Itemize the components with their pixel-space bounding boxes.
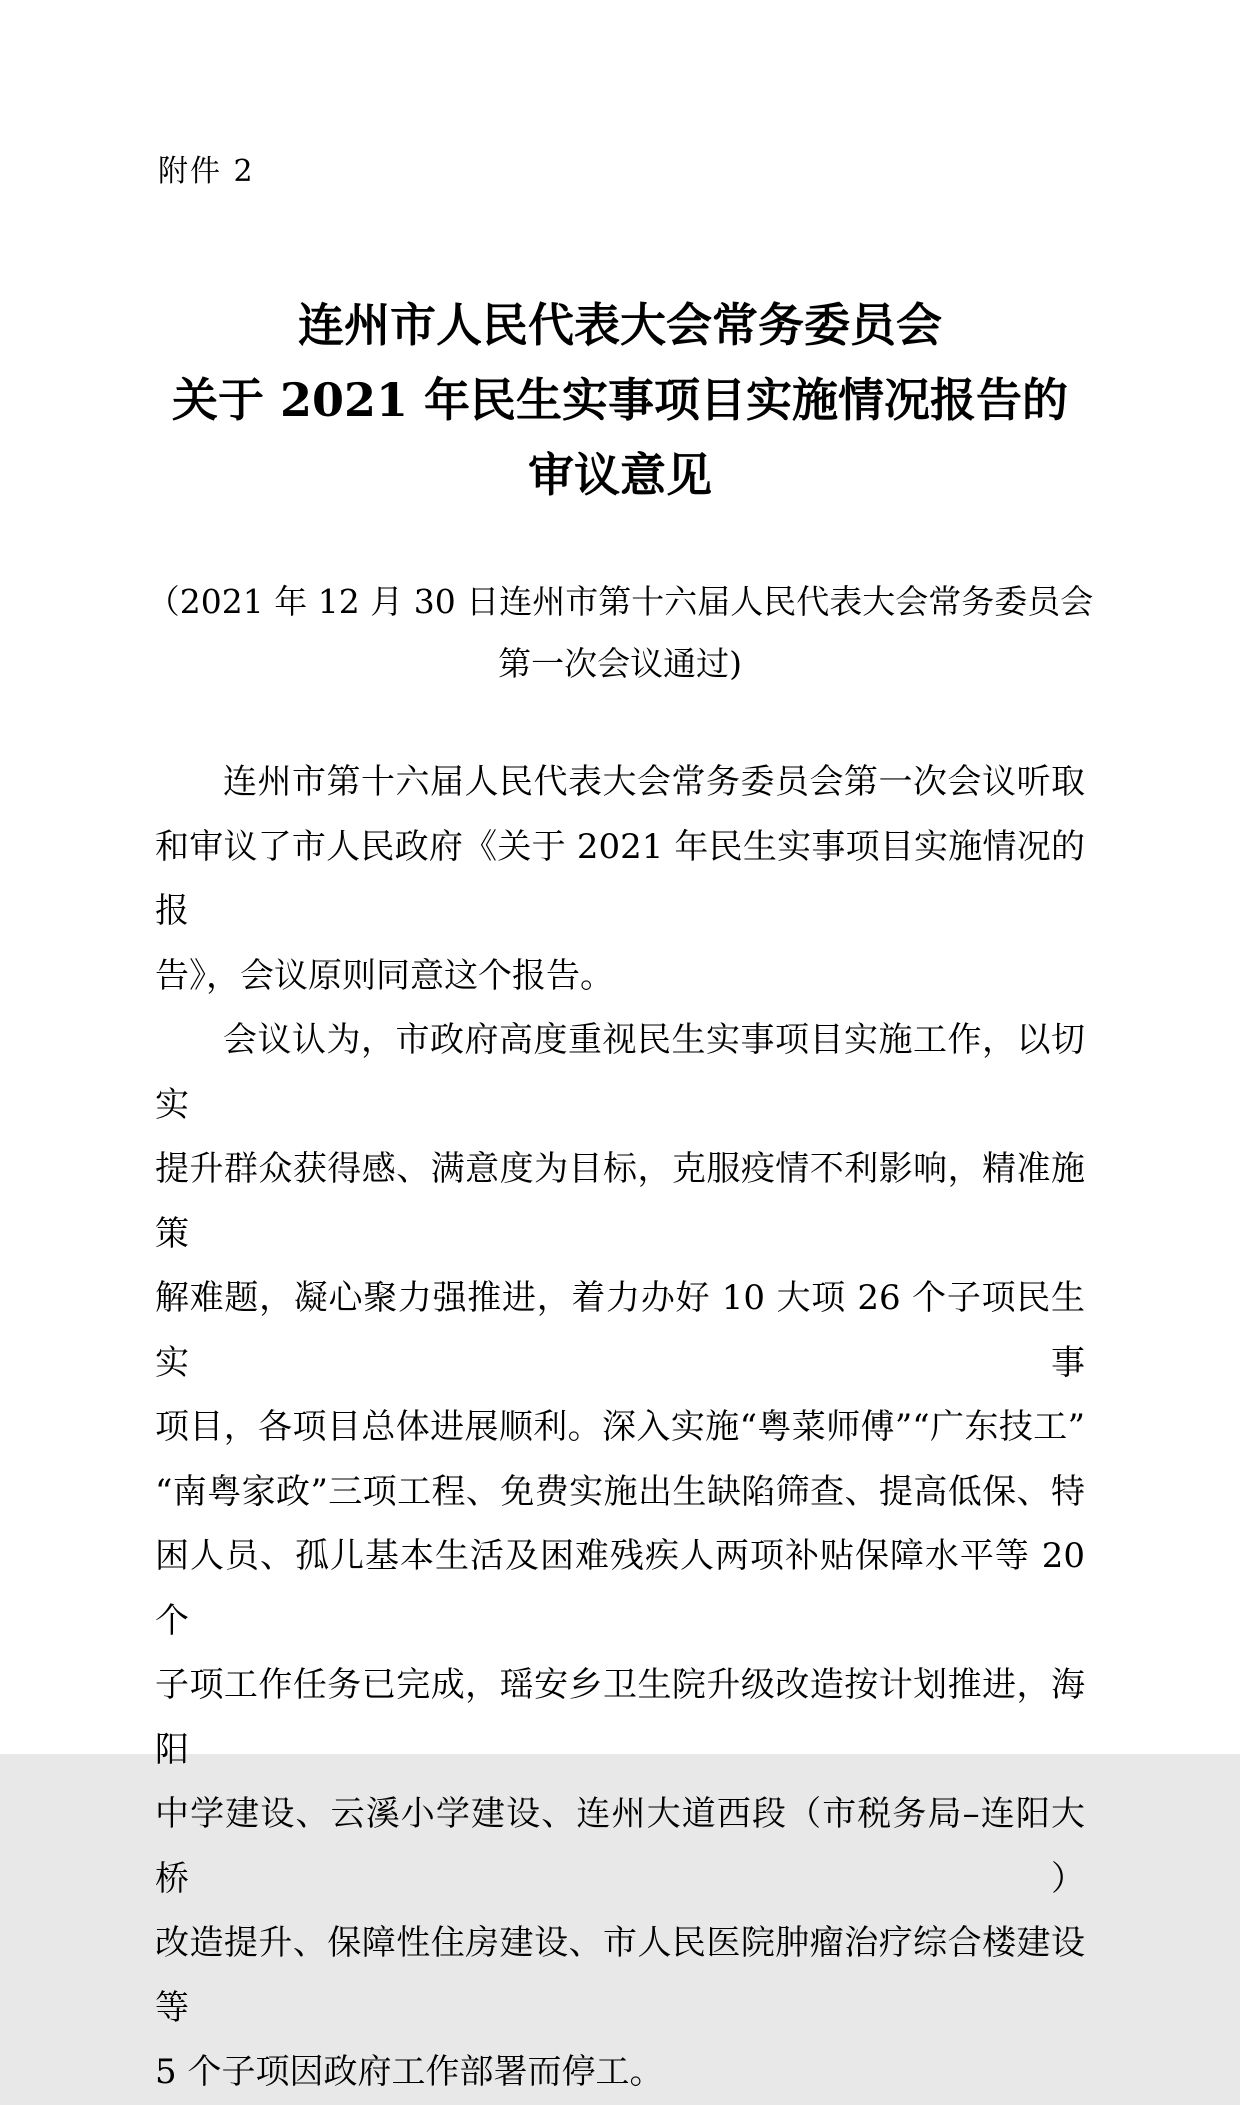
- title-line: 关于 2021 年民生实事项目实施情况报告的: [171, 373, 1069, 427]
- body-line: 和审议了市人民政府《关于 2021 年民生实事项目实施情况的报: [155, 826, 1085, 931]
- body-line: 子项工作任务已完成，瑶安乡卫生院升级改造按计划推进，海阳: [155, 1665, 1085, 1770]
- body-line: 提升群众获得感、满意度为目标，克服疫情不利影响，精准施策: [155, 1149, 1085, 1254]
- document-body: [155, 750, 1085, 2105]
- document-subtitle: [0, 571, 1240, 695]
- document-title: [0, 288, 1240, 513]
- title-line: 审议意见: [528, 448, 712, 502]
- title-line: 连州市人民代表大会常务委员会: [298, 298, 942, 352]
- attachment-label: 附件 2: [158, 154, 255, 189]
- body-line: 告》，会议原则同意这个报告。: [155, 955, 614, 996]
- subtitle-line: 第一次会议通过): [498, 644, 742, 683]
- body-line: 连州市第十六届人民代表大会常务委员会第一次会议听取: [223, 762, 1085, 802]
- body-line: 项目，各项目总体进展顺利。深入实施“粤菜师傅”“广东技工”: [155, 1407, 1085, 1447]
- body-line: 中学建设、云溪小学建设、连州大道西段（市税务局–连阳大桥）: [155, 1794, 1085, 1899]
- paragraph: [155, 1008, 1085, 2105]
- body-line: 解难题，凝心聚力强推进，着力办好 10 大项 26 个子项民生实事: [155, 1278, 1085, 1383]
- body-line: 5 个子项因政府工作部署而停工。: [155, 2052, 664, 2092]
- body-line: “南粤家政”三项工程、免费实施出生缺陷筛查、提高低保、特: [155, 1471, 1085, 1512]
- subtitle-line: （2021 年 12 月 30 日连州市第十六届人民代表大会常务委员会: [146, 582, 1094, 621]
- paragraph: [155, 750, 1085, 1008]
- body-line: 改造提升、保障性住房建设、市人民医院肿瘤治疗综合楼建设等: [155, 1923, 1085, 2028]
- body-line: 困人员、孤儿基本生活及困难残疾人两项补贴保障水平等 20 个: [155, 1536, 1085, 1641]
- body-line: 会议认为，市政府高度重视民生实事项目实施工作，以切实: [155, 1020, 1085, 1125]
